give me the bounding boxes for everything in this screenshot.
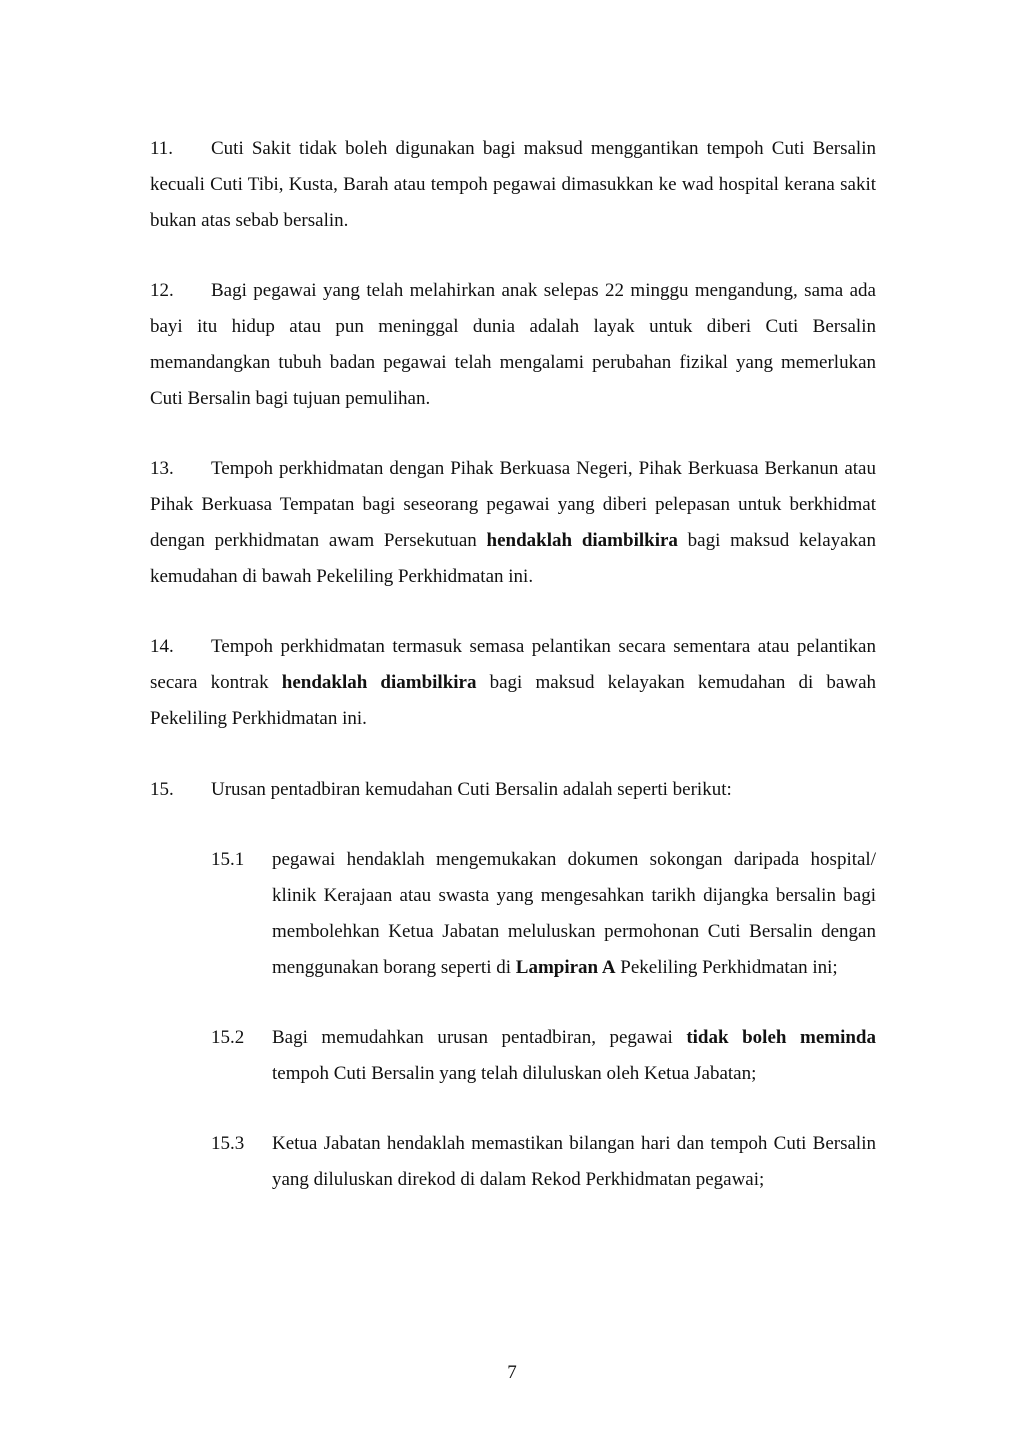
subitem-bold-text: tidak boleh meminda [686, 1027, 876, 1048]
subitem-number: 15.2 [211, 1027, 245, 1048]
paragraph-12 [150, 273, 876, 417]
paragraph-13 [150, 451, 876, 595]
paragraph-text-continued: bagi maksud kelayakan kemudahan di bawah Pekeliling Perkhidmatan ini. [150, 530, 876, 587]
paragraph-bold-text: hendaklah diambilkira [281, 672, 477, 693]
subitem-15-2 [150, 1020, 876, 1092]
page-number: 7 [507, 1362, 517, 1383]
paragraph-text: Tempoh perkhidmatan termasuk semasa pelantikan secara sementara atau pelantikan secara kontrak [150, 636, 876, 693]
document-body [150, 131, 876, 1198]
paragraph-bold-text: hendaklah diambilkira [486, 530, 678, 551]
subitem-text: Ketua Jabatan hendaklah memastikan bilangan hari dan tempoh Cuti Bersalin yang diluluskan direkod di dalam Rekod Perkhidmatan pegawai; [272, 1133, 876, 1190]
paragraph-text: Tempoh perkhidmatan dengan Pihak Berkuasa Negeri, Pihak Berkuasa Berkanun atau Pihak Berkuasa Tempatan bagi seseorang pegawai yang diberi pelepasan untuk berkhidmat dengan perkhidmatan awam Persekutuan [150, 458, 876, 551]
subitem-text-continued: Pekeliling Perkhidmatan ini; [615, 957, 838, 978]
paragraph-15 [150, 772, 876, 808]
paragraph-14 [150, 629, 876, 737]
paragraph-number: 14. [150, 636, 174, 657]
paragraph-text: Bagi pegawai yang telah melahirkan anak selepas 22 minggu mengandung, sama ada bayi itu hidup atau pun meninggal dunia adalah layak untuk diberi Cuti Bersalin memandangkan tubuh badan pegawai telah mengalami perubahan fizikal yang memerlukan Cuti Bersalin bagi tujuan pemulihan. [150, 280, 876, 409]
paragraph-text: Cuti Sakit tidak boleh digunakan bagi maksud menggantikan tempoh Cuti Bersalin kecuali Cuti Tibi, Kusta, Barah atau tempoh pegawai dimasukkan ke wad hospital kerana sakit bukan atas sebab bersalin. [150, 138, 876, 231]
paragraph-number: 15. [150, 779, 174, 800]
subitem-text: pegawai hendaklah mengemukakan dokumen sokongan daripada hospital/ klinik Kerajaan atau swasta yang mengesahkan tarikh dijangka bersalin bagi membolehkan Ketua Jabatan meluluskan permohonan Cuti Bersalin dengan menggunakan borang seperti di [272, 849, 876, 978]
paragraph-text: Urusan pentadbiran kemudahan Cuti Bersalin adalah seperti berikut: [211, 779, 732, 800]
paragraph-11 [150, 131, 876, 239]
subitem-number: 15.1 [211, 849, 245, 870]
paragraph-text-continued: bagi maksud kelayakan kemudahan di bawah Pekeliling Perkhidmatan ini. [150, 672, 877, 729]
paragraph-number: 12. [150, 280, 174, 301]
subitem-15-1 [150, 842, 876, 986]
subitem-text: Bagi memudahkan urusan pentadbiran, pegawai [272, 1027, 687, 1048]
subitem-15-3 [150, 1126, 876, 1198]
subitem-text-continued: tempoh Cuti Bersalin yang telah diluluskan oleh Ketua Jabatan; [272, 1063, 757, 1084]
subitem-number: 15.3 [211, 1133, 245, 1154]
paragraph-number: 13. [150, 458, 174, 479]
subitem-bold-text: Lampiran A [515, 957, 616, 978]
paragraph-number: 11. [150, 138, 174, 159]
